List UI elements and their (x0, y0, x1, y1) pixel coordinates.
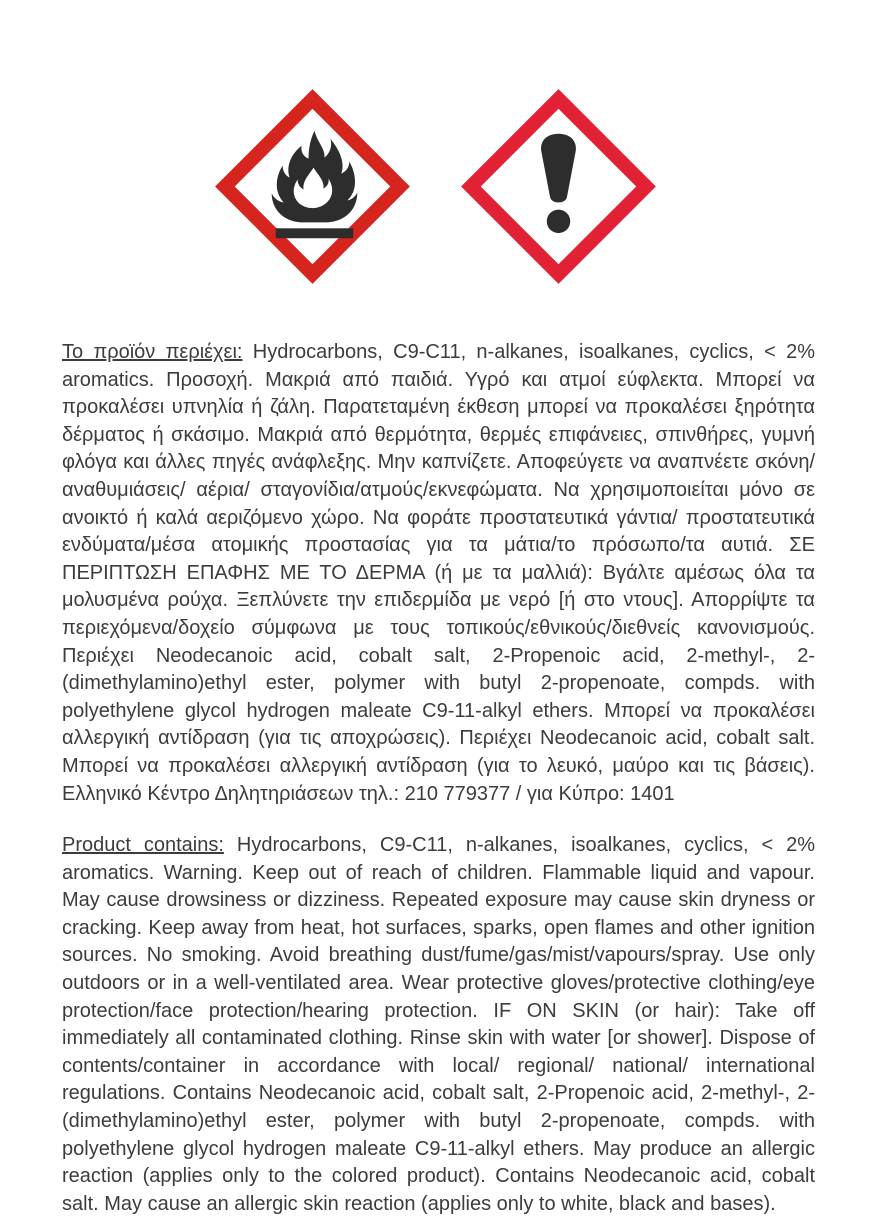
greek-hazard-text: Hydrocarbons, C9-C11, n-alkanes, isoalkanes, cyclics, < 2% aromatics. Προσοχή. Μακριά από παιδιά. Υγρό και ατμοί εύφλεκτα. Μπορεί να προκαλέσει υπνηλία ή ζάλη. Παρατεταμένη έκθεση μπορεί να προκαλέσει ξηρότητα δέρματος ή σκάσιμο. Μακριά από θερμότητα, θερμές επιφάνειες, σπινθήρες, γυμνή φλόγα και άλλες πηγές ανάφλεξης. Μην καπνίζετε. Αποφεύγετε να αναπνέετε σκόνη/ αναθυμιάσεις/ αέρια/ σταγονίδια/ατμούς/εκνεφώματα. Να χρησιμοποιείται μόνο σε ανοικτό ή καλά αεριζόμενο χώρο. Να φοράτε προστατευτικά γάντια/ προστατευτικά ενδύματα/μέσα ατομικής προστασίας για τα μάτια/το πρόσωπο/τα αυτιά. ΣΕ ΠΕΡΙΠΤΩΣΗ ΕΠΑΦΗΣ ΜΕ ΤΟ ΔΕΡΜΑ (ή με τα μαλλιά): Βγάλτε αμέσως όλα τα μολυσμένα ρούχα. Ξεπλύνετε την επιδερμίδα με νερό [ή στο ντους]. Απορρίψτε τα περιεχόμενα/δοχείο σύμφωνα με τους τοπικούς/εθνικούς/διεθνείς κανονισμούς. Περιέχει Neodecanoic acid, cobalt salt, 2-Propenoic acid, 2-methyl-, 2-(dimethylamino)ethyl ester, polymer with butyl 2-propenoate, compds. with polyethylene glycol hydrogen maleate C9-11-alkyl ethers. Μπορεί να προκαλέσει αλλεργική αντίδραση (για τις αποχρώσεις). Περιέχει Neodecanoic acid, cobalt salt. Μπορεί να προκαλέσει αλλεργική αντίδραση (για το λευκό, μαύρο και τις βάσεις). Ελληνικό Κέντρο Δηλητηριάσεων τηλ.: 210 779377 / για Κύπρο: 1401 (62, 341, 815, 805)
ghs-pictogram-row (0, 0, 871, 286)
greek-hazard-paragraph (62, 339, 815, 808)
flame-base-bar (276, 228, 354, 238)
flammable-pictogram-icon (211, 87, 414, 286)
english-lead-phrase: Product contains: (62, 834, 224, 857)
exclamation-pictogram-icon (457, 87, 660, 286)
english-hazard-text: Hydrocarbons, C9-C11, n-alkanes, isoalkanes, cyclics, < 2% aromatics. Warning. Keep out of reach of children. Flammable liquid and vapour. May cause drowsiness or dizziness. Repeated exposure may cause skin dryness or cracking. Keep away from heat, hot surfaces, sparks, open flames and other ignition sources. No smoking. Avoid breathing dust/fume/gas/mist/vapours/spray. Use only outdoors or in a well-ventilated area. Wear protective gloves/protective clothing/eye protection/face protection/hearing protection. IF ON SKIN (or hair): Take off immediately all contaminated clothing. Rinse skin with water [or shower]. Dispose of contents/container in accordance with local/ regional/ national/ international regulations. Contains Neodecanoic acid, cobalt salt, 2-Propenoic acid, 2-methyl-, 2-(dimethylamino)ethyl ester, polymer with butyl 2-propenoate, compds. with polyethylene glycol hydrogen maleate C9-11-alkyl ethers. May produce an allergic reaction (applies only to the colored product). Contains Neodecanoic acid, cobalt salt. May cause an allergic skin reaction (applies only to white, black and bases). (62, 834, 816, 1215)
label-text-block (62, 339, 815, 1218)
greek-lead-phrase: Το προϊόν περιέχει: (62, 341, 243, 363)
english-hazard-paragraph (62, 832, 815, 1218)
